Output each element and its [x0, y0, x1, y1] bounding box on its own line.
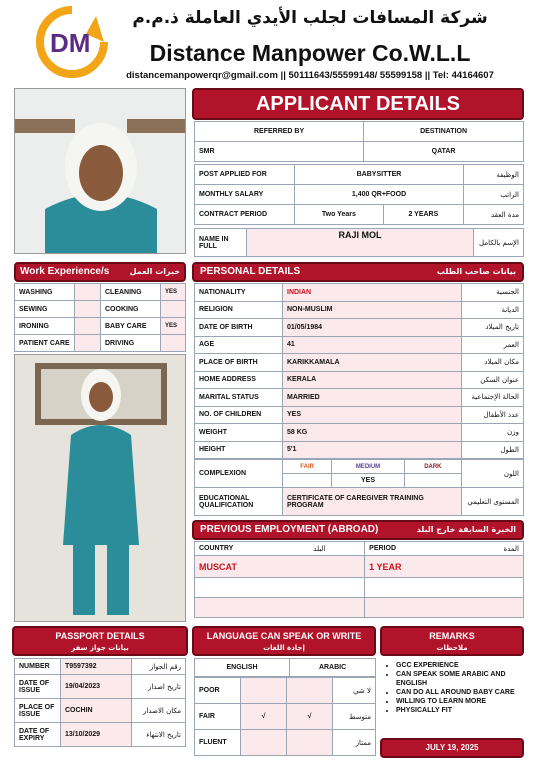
previous-employment-table	[194, 541, 524, 618]
experience-skill-label: DRIVING	[101, 335, 161, 352]
job-table	[194, 164, 524, 225]
name-label-ar: الإسم بالكامل	[474, 229, 524, 257]
remarks-header	[380, 626, 524, 656]
referred-by-value: SMR	[195, 142, 364, 162]
salary-label-ar: الراتب	[464, 185, 524, 205]
complexion-dark-check	[404, 474, 461, 488]
personal-row	[195, 424, 524, 442]
remark-item: • PHYSICALLY FIT	[396, 706, 520, 715]
personal-field-label-ar: الطول	[462, 441, 524, 459]
language-arabic-check	[287, 678, 333, 704]
work-experience-table	[14, 283, 186, 352]
company-name-english: Distance Manpower Co.W.L.L	[149, 40, 471, 66]
previous-empty-row	[195, 578, 365, 598]
experience-skill-value	[161, 335, 186, 352]
period-column-label-ar: المدة	[459, 542, 523, 556]
personal-row	[195, 441, 524, 459]
period-value: Two Years	[295, 205, 384, 225]
education-label-ar: المستوى التعليمي	[462, 488, 524, 516]
personal-field-value: YES	[283, 406, 462, 424]
salary-label: MONTHLY SALARY	[195, 185, 295, 205]
work-experience-header	[14, 262, 186, 282]
experience-skill-label: SEWING	[15, 301, 75, 318]
experience-skill-value: YES	[161, 318, 186, 335]
passport-row	[15, 723, 186, 747]
previous-employment-title-ar: الخبرة السابقة خارج البلد	[416, 525, 516, 534]
company-contact: distancemanpowerqr@gmail.com || 50111643/55599148/ 55599158 || Tel: 44164607	[126, 70, 494, 81]
personal-field-label-ar: مكان الميلاد	[462, 354, 524, 372]
personal-row	[195, 371, 524, 389]
personal-field-label: NO. OF CHILDREN	[195, 406, 283, 424]
language-level-label-ar: ممتاز	[333, 730, 376, 756]
personal-field-label-ar: الجنسية	[462, 284, 524, 302]
applicant-full-body-photo	[14, 354, 186, 622]
personal-field-label-ar: العمر	[462, 336, 524, 354]
personal-details-title-ar: بيانات صاحب الطلب	[436, 267, 516, 276]
passport-row	[15, 675, 186, 699]
previous-empty-cell	[365, 598, 524, 618]
referral-table	[194, 121, 524, 162]
previous-country: MUSCAT	[195, 556, 365, 578]
remarks-list-box	[380, 658, 524, 736]
post-value: BABYSITTER	[295, 165, 464, 185]
language-title-ar: إجادة اللغات	[263, 644, 305, 652]
personal-field-label-ar: عدد الأطفال	[462, 406, 524, 424]
personal-field-value: KARIKKAMALA	[283, 354, 462, 372]
passport-row	[15, 659, 186, 675]
destination-label: DESTINATION	[364, 122, 524, 142]
personal-field-label: PLACE OF BIRTH	[195, 354, 283, 372]
language-level-label-ar: لا شي	[333, 678, 376, 704]
personal-field-value: NON-MUSLIM	[283, 301, 462, 319]
personal-details-title: PERSONAL DETAILS	[200, 266, 301, 277]
complexion-medium-check: YES	[332, 474, 404, 488]
experience-skill-label: IRONING	[15, 318, 75, 335]
post-label-ar: الوظيفة	[464, 165, 524, 185]
language-row	[195, 678, 376, 704]
passport-field-value: COCHIN	[61, 699, 132, 723]
experience-skill-label: COOKING	[101, 301, 161, 318]
complexion-label: COMPLEXION	[195, 460, 283, 488]
referred-by-label: REFERRED BY	[195, 122, 364, 142]
passport-field-value: T9597392	[61, 659, 132, 675]
language-level-label: FLUENT	[195, 730, 241, 756]
passport-title-ar: بيانات جواز سفر	[71, 644, 129, 652]
passport-field-label-ar: مكان الاصدار	[132, 699, 186, 723]
experience-skill-value	[75, 335, 101, 352]
personal-field-label-ar: الديانة	[462, 301, 524, 319]
language-arabic-check: √	[287, 704, 333, 730]
complexion-fair-check	[283, 474, 332, 488]
language-english-check	[241, 730, 287, 756]
complexion-label-ar: اللون	[462, 460, 524, 488]
country-label-ar: البلد	[309, 542, 364, 556]
education-value: CERTIFICATE OF CAREGIVER TRAINING PROGRAM	[283, 488, 462, 516]
personal-field-label: RELIGION	[195, 301, 283, 319]
personal-field-label: NATIONALITY	[195, 284, 283, 302]
personal-field-label: MARITAL STATUS	[195, 389, 283, 407]
experience-skill-value	[75, 284, 101, 301]
remark-item: • CAN DO ALL AROUND BABY CARE	[396, 688, 520, 697]
passport-field-label: DATE OF EXPIRY	[15, 723, 61, 747]
personal-field-label: DATE OF BIRTH	[195, 319, 283, 337]
language-english-label: ENGLISH	[195, 659, 290, 677]
personal-row	[195, 389, 524, 407]
personal-field-label: HEIGHT	[195, 441, 283, 459]
previous-empty-row	[195, 598, 365, 618]
passport-field-value: 19/04/2023	[61, 675, 132, 699]
remarks-date: JULY 19, 2025	[380, 738, 524, 758]
education-label: EDUCATIONAL QUALIFICATION	[195, 488, 283, 516]
experience-skill-value	[75, 318, 101, 335]
personal-row	[195, 301, 524, 319]
passport-field-label: DATE OF ISSUE	[15, 675, 61, 699]
passport-field-label: NUMBER	[15, 659, 61, 675]
salary-value: 1,400 QR+FOOD	[295, 185, 464, 205]
personal-field-label: WEIGHT	[195, 424, 283, 442]
company-name-arabic: شركة المسافات لجلب الأيدي العاملة ذ.م.م	[132, 8, 488, 28]
previous-empty-cell	[365, 578, 524, 598]
period-label-ar: مدة العقد	[464, 205, 524, 225]
remark-item: • WILLING TO LEARN MORE	[396, 697, 520, 706]
previous-employment-title: PREVIOUS EMPLOYMENT (ABROAD)	[200, 524, 379, 535]
passport-field-label-ar: تاريخ اصدار	[132, 675, 186, 699]
passport-row	[15, 699, 186, 723]
experience-row	[15, 335, 186, 352]
personal-row	[195, 319, 524, 337]
language-level-label: FAIR	[195, 704, 241, 730]
remark-item: • GCC EXPERIENCE	[396, 661, 520, 670]
language-arabic-label: ARABIC	[290, 659, 376, 677]
work-experience-title-ar: خبرات العمل	[129, 267, 180, 276]
previous-employment-header	[192, 520, 524, 540]
personal-row	[195, 354, 524, 372]
personal-row	[195, 336, 524, 354]
personal-field-label-ar: عنوان السكن	[462, 371, 524, 389]
svg-text:DM: DM	[50, 28, 91, 58]
period-label: CONTRACT PERIOD	[195, 205, 295, 225]
experience-skill-label: BABY CARE	[101, 318, 161, 335]
language-english-check	[241, 678, 287, 704]
post-label: POST APPLIED FOR	[195, 165, 295, 185]
company-logo	[36, 6, 108, 78]
period-value-2: 2 YEARS	[383, 205, 463, 225]
personal-row	[195, 406, 524, 424]
passport-field-value: 13/10/2029	[61, 723, 132, 747]
personal-field-label-ar: الحالة الإجتماعية	[462, 389, 524, 407]
country-label: COUNTRY	[195, 542, 310, 556]
passport-field-label-ar: رقم الجواز	[132, 659, 186, 675]
language-row	[195, 730, 376, 756]
experience-skill-value	[161, 301, 186, 318]
language-header	[192, 626, 376, 656]
period-column-label: PERIOD	[365, 542, 460, 556]
experience-skill-label: WASHING	[15, 284, 75, 301]
personal-field-value: MARRIED	[283, 389, 462, 407]
remarks-title: REMARKS	[429, 631, 475, 641]
experience-skill-value: YES	[161, 284, 186, 301]
applicant-portrait-photo	[14, 88, 186, 254]
language-title: LANGUAGE CAN SPEAK OR WRITE	[206, 631, 362, 641]
complexion-medium: MEDIUM	[332, 460, 404, 474]
language-table	[194, 658, 376, 756]
language-level-label-ar: متوسط	[333, 704, 376, 730]
personal-field-label-ar: وزن	[462, 424, 524, 442]
name-value: RAJI MOL	[247, 229, 474, 257]
name-table	[194, 228, 524, 257]
remarks-title-ar: ملاحظات	[436, 644, 468, 652]
language-arabic-check	[287, 730, 333, 756]
passport-field-label: PLACE OF ISSUE	[15, 699, 61, 723]
experience-skill-label: CLEANING	[101, 284, 161, 301]
name-label: NAME IN FULL	[195, 229, 247, 257]
passport-field-label-ar: تاريخ الانتهاء	[132, 723, 186, 747]
previous-period: 1 YEAR	[365, 556, 524, 578]
complexion-dark: DARK	[404, 460, 461, 474]
experience-skill-label: PATIENT CARE	[15, 335, 75, 352]
personal-field-value: 01/05/1984	[283, 319, 462, 337]
remark-item: • CAN SPEAK SOME ARABIC AND ENGLISH	[396, 670, 520, 688]
destination-value: QATAR	[364, 142, 524, 162]
experience-row	[15, 284, 186, 301]
experience-row	[15, 301, 186, 318]
personal-field-label: HOME ADDRESS	[195, 371, 283, 389]
personal-row	[195, 284, 524, 302]
personal-details-table	[194, 283, 524, 516]
applicant-details-title: APPLICANT DETAILS	[192, 88, 524, 120]
complexion-fair: FAIR	[283, 460, 332, 474]
passport-table	[14, 658, 186, 747]
personal-field-value: INDIAN	[283, 284, 462, 302]
experience-skill-value	[75, 301, 101, 318]
personal-field-value: 58 KG	[283, 424, 462, 442]
personal-field-value: KERALA	[283, 371, 462, 389]
personal-field-label-ar: تاريخ الميلاد	[462, 319, 524, 337]
personal-field-value: 5'1	[283, 441, 462, 459]
language-english-check: √	[241, 704, 287, 730]
passport-title: PASSPORT DETAILS	[55, 631, 145, 641]
language-row	[195, 704, 376, 730]
personal-field-label: AGE	[195, 336, 283, 354]
experience-row	[15, 318, 186, 335]
passport-header	[12, 626, 188, 656]
personal-details-header	[192, 262, 524, 282]
personal-field-value: 41	[283, 336, 462, 354]
work-experience-title: Work Experience/s	[20, 266, 110, 277]
language-level-label: POOR	[195, 678, 241, 704]
